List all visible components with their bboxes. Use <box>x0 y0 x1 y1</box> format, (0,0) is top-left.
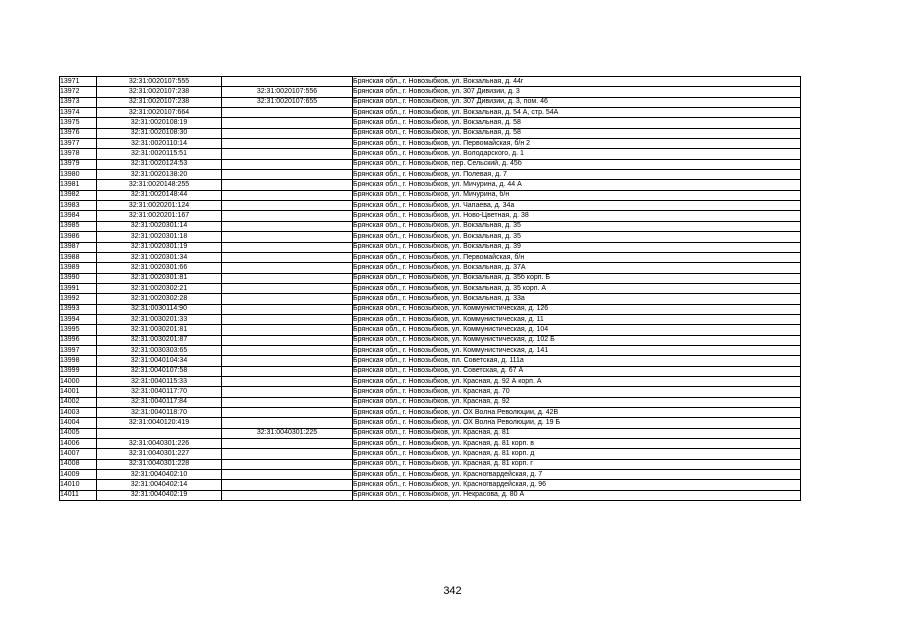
row-number-cell: 13978 <box>60 149 97 159</box>
parent-cadastral-number-cell <box>222 490 353 500</box>
table-row <box>60 314 801 324</box>
parent-cadastral-number-cell <box>222 190 353 200</box>
row-number-cell: 13997 <box>60 345 97 355</box>
address-cell: Брянская обл., г. Новозыбков, ул. Советская, д. 67 А <box>353 366 801 376</box>
table-row <box>60 118 801 128</box>
address-cell: Брянская обл., г. Новозыбков, ул. Коммунистическая, д. 141 <box>353 345 801 355</box>
row-number-cell: 14008 <box>60 459 97 469</box>
parent-cadastral-number-cell <box>222 252 353 262</box>
parent-cadastral-number-cell <box>222 356 353 366</box>
cadastral-number-cell: 32:31:0040301:227 <box>97 449 222 459</box>
cadastral-number-cell: 32:31:0040117:70 <box>97 387 222 397</box>
row-number-cell: 13983 <box>60 201 97 211</box>
row-number-cell: 14001 <box>60 387 97 397</box>
cadastral-number-cell: 32:31:0040402:10 <box>97 470 222 480</box>
row-number-cell: 13976 <box>60 128 97 138</box>
row-number-cell: 14002 <box>60 397 97 407</box>
parent-cadastral-number-cell <box>222 170 353 180</box>
address-cell: Брянская обл., г. Новозыбков, ул. Мичурина, д. 44 А <box>353 180 801 190</box>
table-row <box>60 345 801 355</box>
address-cell: Брянская обл., г. Новозыбков, ул. Красногвардейская, д. 96 <box>353 480 801 490</box>
table-row <box>60 480 801 490</box>
address-cell: Брянская обл., г. Новозыбков, ул. 307 Дивизии, д. 3 <box>353 87 801 97</box>
table-row <box>60 201 801 211</box>
property-registry-table <box>59 76 801 501</box>
row-number-cell: 14010 <box>60 480 97 490</box>
cadastral-number-cell: 32:31:0020301:14 <box>97 221 222 231</box>
address-cell: Брянская обл., г. Новозыбков, ул. Красная, д. 81 корп. д <box>353 449 801 459</box>
table-row <box>60 252 801 262</box>
parent-cadastral-number-cell: 32:31:0020107:556 <box>222 87 353 97</box>
parent-cadastral-number-cell <box>222 118 353 128</box>
address-cell: Брянская обл., г. Новозыбков, ул. Первомайская, б/н <box>353 252 801 262</box>
cadastral-number-cell: 32:31:0040118:70 <box>97 408 222 418</box>
cadastral-number-cell: 32:31:0020107:664 <box>97 108 222 118</box>
address-cell: Брянская обл., г. Новозыбков, ул. Вокзальная, д. 58 <box>353 128 801 138</box>
address-cell: Брянская обл., г. Новозыбков, ул. Вокзальная, д. 35б корп. Б <box>353 273 801 283</box>
table-row <box>60 366 801 376</box>
parent-cadastral-number-cell <box>222 314 353 324</box>
address-cell: Брянская обл., г. Новозыбков, ул. Вокзальная, д. 35 корп. А <box>353 283 801 293</box>
cadastral-number-cell: 32:31:0020201:124 <box>97 201 222 211</box>
parent-cadastral-number-cell <box>222 366 353 376</box>
table-row <box>60 170 801 180</box>
parent-cadastral-number-cell <box>222 345 353 355</box>
cadastral-number-cell: 32:31:0020148:44 <box>97 190 222 200</box>
address-cell: Брянская обл., г. Новозыбков, ул. Коммунистическая, д. 11 <box>353 314 801 324</box>
cadastral-number-cell: 32:31:0020201:167 <box>97 211 222 221</box>
parent-cadastral-number-cell <box>222 283 353 293</box>
row-number-cell: 13986 <box>60 232 97 242</box>
row-number-cell: 13990 <box>60 273 97 283</box>
table-row <box>60 335 801 345</box>
address-cell: Брянская обл., г. Новозыбков, ул. Красная, д. 92 <box>353 397 801 407</box>
row-number-cell: 13981 <box>60 180 97 190</box>
cadastral-number-cell: 32:31:0040301:226 <box>97 439 222 449</box>
row-number-cell: 13996 <box>60 335 97 345</box>
row-number-cell: 13994 <box>60 314 97 324</box>
table-row <box>60 408 801 418</box>
address-cell: Брянская обл., г. Новозыбков, ул. Ново-Цветная, д. 38 <box>353 211 801 221</box>
address-cell: Брянская обл., г. Новозыбков, ул. Красная, д. 81 <box>353 428 801 438</box>
row-number-cell: 13977 <box>60 139 97 149</box>
address-cell: Брянская обл., г. Новозыбков, ул. Мичурина, б/н <box>353 190 801 200</box>
cadastral-number-cell: 32:31:0040117:84 <box>97 397 222 407</box>
address-cell: Брянская обл., г. Новозыбков, ул. Полевая, д. 7 <box>353 170 801 180</box>
parent-cadastral-number-cell <box>222 439 353 449</box>
cadastral-number-cell: 32:31:0020301:34 <box>97 252 222 262</box>
table-row <box>60 180 801 190</box>
row-number-cell: 13999 <box>60 366 97 376</box>
address-cell: Брянская обл., г. Новозыбков, ул. ОХ Волна Революции, д. 19 Б <box>353 418 801 428</box>
cadastral-number-cell: 32:31:0020115:51 <box>97 149 222 159</box>
cadastral-number-cell: 32:31:0020302:21 <box>97 283 222 293</box>
row-number-cell: 14000 <box>60 376 97 386</box>
row-number-cell: 13993 <box>60 304 97 314</box>
parent-cadastral-number-cell <box>222 159 353 169</box>
row-number-cell: 13972 <box>60 87 97 97</box>
row-number-cell: 13975 <box>60 118 97 128</box>
row-number-cell: 14007 <box>60 449 97 459</box>
address-cell: Брянская обл., г. Новозыбков, пл. Советская, д. 111а <box>353 356 801 366</box>
row-number-cell: 13995 <box>60 325 97 335</box>
cadastral-number-cell: 32:31:0020107:555 <box>97 77 222 87</box>
table-row <box>60 490 801 500</box>
table-row <box>60 325 801 335</box>
address-cell: Брянская обл., г. Новозыбков, ул. Коммунистическая, д. 126 <box>353 304 801 314</box>
table-row <box>60 190 801 200</box>
cadastral-number-cell <box>97 428 222 438</box>
cadastral-number-cell: 32:31:0030201:81 <box>97 325 222 335</box>
row-number-cell: 13973 <box>60 97 97 107</box>
parent-cadastral-number-cell <box>222 397 353 407</box>
row-number-cell: 13989 <box>60 263 97 273</box>
table-row <box>60 459 801 469</box>
cadastral-number-cell: 32:31:0030201:33 <box>97 314 222 324</box>
parent-cadastral-number-cell <box>222 221 353 231</box>
address-cell: Брянская обл., г. Новозыбков, ул. Коммунистическая, д. 104 <box>353 325 801 335</box>
parent-cadastral-number-cell <box>222 180 353 190</box>
table-row <box>60 108 801 118</box>
row-number-cell: 13982 <box>60 190 97 200</box>
cadastral-number-cell: 32:31:0020108:19 <box>97 118 222 128</box>
address-cell: Брянская обл., г. Новозыбков, ул. Некрасова, д. 80 А <box>353 490 801 500</box>
parent-cadastral-number-cell <box>222 232 353 242</box>
parent-cadastral-number-cell <box>222 273 353 283</box>
cadastral-number-cell: 32:31:0020110:14 <box>97 139 222 149</box>
table-row <box>60 221 801 231</box>
row-number-cell: 13992 <box>60 294 97 304</box>
parent-cadastral-number-cell <box>222 459 353 469</box>
address-cell: Брянская обл., г. Новозыбков, ул. Красная, д. 70 <box>353 387 801 397</box>
table-row <box>60 97 801 107</box>
address-cell: Брянская обл., г. Новозыбков, ул. Вокзальная, д. 54 А, стр. 54А <box>353 108 801 118</box>
cadastral-number-cell: 32:31:0020302:28 <box>97 294 222 304</box>
parent-cadastral-number-cell <box>222 108 353 118</box>
page-number: 342 <box>443 585 462 597</box>
table-row <box>60 87 801 97</box>
table-row <box>60 283 801 293</box>
table-row <box>60 128 801 138</box>
address-cell: Брянская обл., г. Новозыбков, ул. Вокзальная, д. 39 <box>353 242 801 252</box>
address-cell: Брянская обл., г. Новозыбков, ул. Вокзальная, д. 35 <box>353 221 801 231</box>
row-number-cell: 13984 <box>60 211 97 221</box>
table-row <box>60 273 801 283</box>
row-number-cell: 13998 <box>60 356 97 366</box>
parent-cadastral-number-cell: 32:31:0040301:225 <box>222 428 353 438</box>
table-row <box>60 294 801 304</box>
parent-cadastral-number-cell <box>222 470 353 480</box>
table-row <box>60 139 801 149</box>
cadastral-number-cell: 32:31:0040301:228 <box>97 459 222 469</box>
address-cell: Брянская обл., г. Новозыбков, пер. Сельский, д. 45б <box>353 159 801 169</box>
parent-cadastral-number-cell <box>222 335 353 345</box>
parent-cadastral-number-cell <box>222 449 353 459</box>
cadastral-number-cell: 32:31:0040107:58 <box>97 366 222 376</box>
row-number-cell: 13980 <box>60 170 97 180</box>
cadastral-number-cell: 32:31:0020107:238 <box>97 97 222 107</box>
table-row <box>60 418 801 428</box>
row-number-cell: 13971 <box>60 77 97 87</box>
table-row <box>60 356 801 366</box>
cadastral-number-cell: 32:31:0040402:14 <box>97 480 222 490</box>
address-cell: Брянская обл., г. Новозыбков, ул. 307 Дивизии, д. 3, пом. 46 <box>353 97 801 107</box>
table-row <box>60 376 801 386</box>
parent-cadastral-number-cell <box>222 387 353 397</box>
address-cell: Брянская обл., г. Новозыбков, ул. Вокзальная, д. 35 <box>353 232 801 242</box>
row-number-cell: 14009 <box>60 470 97 480</box>
address-cell: Брянская обл., г. Новозыбков, ул. Вокзальная, д. 33а <box>353 294 801 304</box>
address-cell: Брянская обл., г. Новозыбков, ул. Красная, д. 92 А корп. А <box>353 376 801 386</box>
parent-cadastral-number-cell <box>222 418 353 428</box>
cadastral-number-cell: 32:31:0030303:65 <box>97 345 222 355</box>
table-row <box>60 397 801 407</box>
parent-cadastral-number-cell <box>222 77 353 87</box>
address-cell: Брянская обл., г. Новозыбков, ул. Вокзальная, д. 44г <box>353 77 801 87</box>
parent-cadastral-number-cell <box>222 408 353 418</box>
cadastral-number-cell: 32:31:0020301:66 <box>97 263 222 273</box>
address-cell: Брянская обл., г. Новозыбков, ул. Красная, д. 81 корп. г <box>353 459 801 469</box>
table-row <box>60 211 801 221</box>
table-row <box>60 149 801 159</box>
parent-cadastral-number-cell <box>222 139 353 149</box>
table-row <box>60 242 801 252</box>
cadastral-number-cell: 32:31:0020107:238 <box>97 87 222 97</box>
row-number-cell: 14004 <box>60 418 97 428</box>
parent-cadastral-number-cell <box>222 201 353 211</box>
row-number-cell: 13974 <box>60 108 97 118</box>
cadastral-number-cell: 32:31:0020124:53 <box>97 159 222 169</box>
cadastral-number-cell: 32:31:0020301:81 <box>97 273 222 283</box>
table-row <box>60 263 801 273</box>
address-cell: Брянская обл., г. Новозыбков, ул. Чапаева, д. 34а <box>353 201 801 211</box>
row-number-cell: 13979 <box>60 159 97 169</box>
cadastral-number-cell: 32:31:0020301:19 <box>97 242 222 252</box>
cadastral-number-cell: 32:31:0020138:20 <box>97 170 222 180</box>
table-row <box>60 159 801 169</box>
row-number-cell: 13991 <box>60 283 97 293</box>
table-row <box>60 449 801 459</box>
registry-table-body <box>60 77 801 501</box>
parent-cadastral-number-cell <box>222 325 353 335</box>
cadastral-number-cell: 32:31:0020108:30 <box>97 128 222 138</box>
row-number-cell: 14006 <box>60 439 97 449</box>
row-number-cell: 13988 <box>60 252 97 262</box>
address-cell: Брянская обл., г. Новозыбков, ул. Коммунистическая, д. 102 Б <box>353 335 801 345</box>
cadastral-number-cell: 32:31:0040120:419 <box>97 418 222 428</box>
table-row <box>60 232 801 242</box>
parent-cadastral-number-cell <box>222 304 353 314</box>
parent-cadastral-number-cell <box>222 149 353 159</box>
table-row <box>60 439 801 449</box>
row-number-cell: 13985 <box>60 221 97 231</box>
cadastral-number-cell: 32:31:0040402:19 <box>97 490 222 500</box>
address-cell: Брянская обл., г. Новозыбков, ул. Вокзальная, д. 37А <box>353 263 801 273</box>
table-row <box>60 387 801 397</box>
cadastral-number-cell: 32:31:0040115:33 <box>97 376 222 386</box>
address-cell: Брянская обл., г. Новозыбков, ул. Вокзальная, д. 58 <box>353 118 801 128</box>
table-row <box>60 304 801 314</box>
parent-cadastral-number-cell <box>222 211 353 221</box>
address-cell: Брянская обл., г. Новозыбков, ул. Красногвардейская, д. 7 <box>353 470 801 480</box>
table-row <box>60 470 801 480</box>
table-row <box>60 77 801 87</box>
parent-cadastral-number-cell: 32:31:0020107:655 <box>222 97 353 107</box>
cadastral-number-cell: 32:31:0040104:34 <box>97 356 222 366</box>
row-number-cell: 13987 <box>60 242 97 252</box>
parent-cadastral-number-cell <box>222 480 353 490</box>
row-number-cell: 14003 <box>60 408 97 418</box>
address-cell: Брянская обл., г. Новозыбков, ул. Володарского, д. 1 <box>353 149 801 159</box>
cadastral-number-cell: 32:31:0030114:90 <box>97 304 222 314</box>
parent-cadastral-number-cell <box>222 376 353 386</box>
cadastral-number-cell: 32:31:0030201:87 <box>97 335 222 345</box>
address-cell: Брянская обл., г. Новозыбков, ул. ОХ Волна Революции, д. 42В <box>353 408 801 418</box>
cadastral-number-cell: 32:31:0020148:255 <box>97 180 222 190</box>
parent-cadastral-number-cell <box>222 128 353 138</box>
table-row <box>60 428 801 438</box>
address-cell: Брянская обл., г. Новозыбков, ул. Красная, д. 81 корп. в <box>353 439 801 449</box>
parent-cadastral-number-cell <box>222 294 353 304</box>
parent-cadastral-number-cell <box>222 263 353 273</box>
cadastral-number-cell: 32:31:0020301:18 <box>97 232 222 242</box>
row-number-cell: 14005 <box>60 428 97 438</box>
row-number-cell: 14011 <box>60 490 97 500</box>
address-cell: Брянская обл., г. Новозыбков, ул. Первомайская, б/н 2 <box>353 139 801 149</box>
parent-cadastral-number-cell <box>222 242 353 252</box>
